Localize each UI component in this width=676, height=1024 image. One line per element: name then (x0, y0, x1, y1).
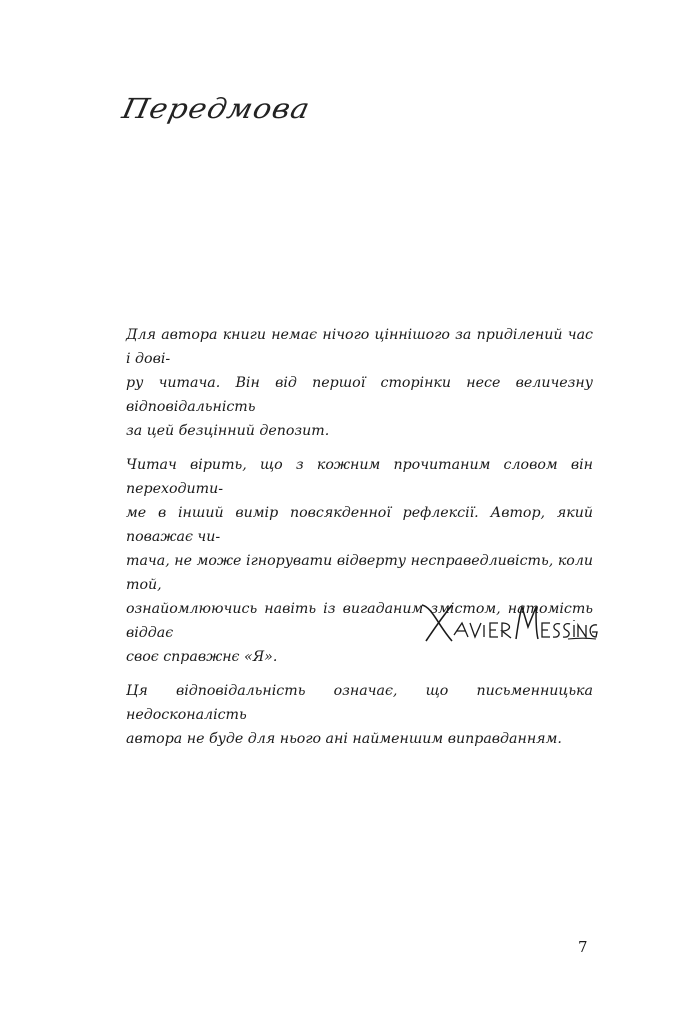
paragraph-3: Ця відповідальність означає, що письменницька недосконалість автора не буде для нього ані найменшим виправданням. (126, 683, 593, 747)
paragraph-1: Для автора книги немає нічого ціннішого за приділений час і дові- ру читача. Він від першої сторінки несе величезну відповідальність за цей безцінний депозит. (126, 327, 593, 439)
foreword-body (126, 323, 593, 761)
signature-image (418, 595, 598, 651)
paragraph-2: Читач вірить, що з кожним прочитаним словом він переходити- ме в інший вимір повсякденної рефлексії. Автор, який поважає чи- тача, не може ігнорувати відверту несправедливість, коли той, ознайомлюючись навіть із вигаданим змістом, натомість віддає своє справжнє «Я». (126, 457, 593, 665)
chapter-heading: Передмова (119, 93, 314, 126)
author-signature (418, 595, 598, 651)
page-number: 7 (578, 938, 588, 956)
